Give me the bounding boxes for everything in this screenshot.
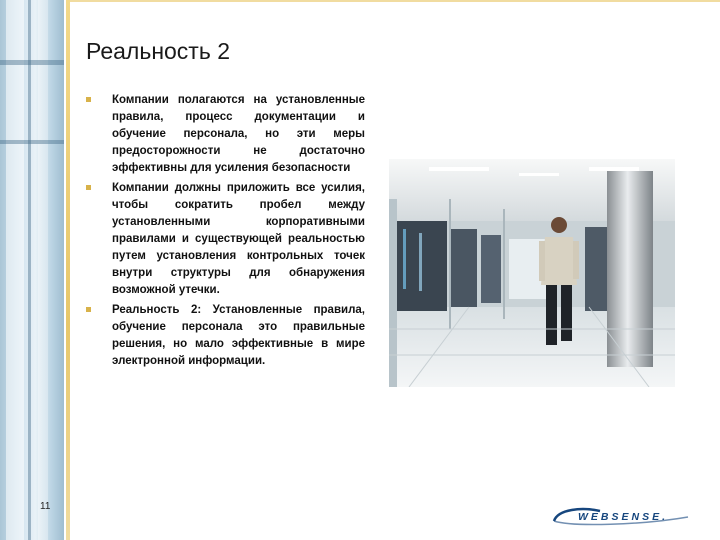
server-room-photo [389,159,675,387]
left-decorative-photo-strip [0,0,64,540]
slide-title: Реальность 2 [86,38,231,64]
bullet-item [86,302,365,370]
bullet-text: Компании полагаются на установленные правила, процесс документации и обучение персонала, но эти меры предосторожности не достаточно эффективны для усиления безопасности [112,94,365,174]
bullet-marker [86,97,91,102]
server-room-illustration [389,159,675,387]
bullet-list [86,92,365,373]
glass-frame-bar [0,60,64,65]
bullet-marker [86,185,91,190]
websense-logo [552,505,692,532]
bullet-text: Компании должны приложить все усилия, чтобы сократить пробел между установленными корпоративными правилами и существующей реальностью путем установления контрольных точек внутри структуры для обнаружения возможной утечки. [112,182,365,296]
top-accent-rule [70,0,720,2]
glass-frame-bar [0,140,64,144]
websense-logo-mark [552,505,692,527]
logo-text: WEBSENSE. [578,511,669,523]
vertical-accent-rule [66,0,70,540]
bullet-marker [86,307,91,312]
bullet-item [86,92,365,177]
glass-pane [38,0,51,540]
glass-frame-bar [28,0,31,540]
bullet-item [86,180,365,299]
glass-pane [6,0,24,540]
bullet-text: Реальность 2: Установленные правила, обучение персонала это правильные решения, но мало эффективные в мире электронной информации. [112,304,365,367]
page-number: 11 [40,501,51,512]
